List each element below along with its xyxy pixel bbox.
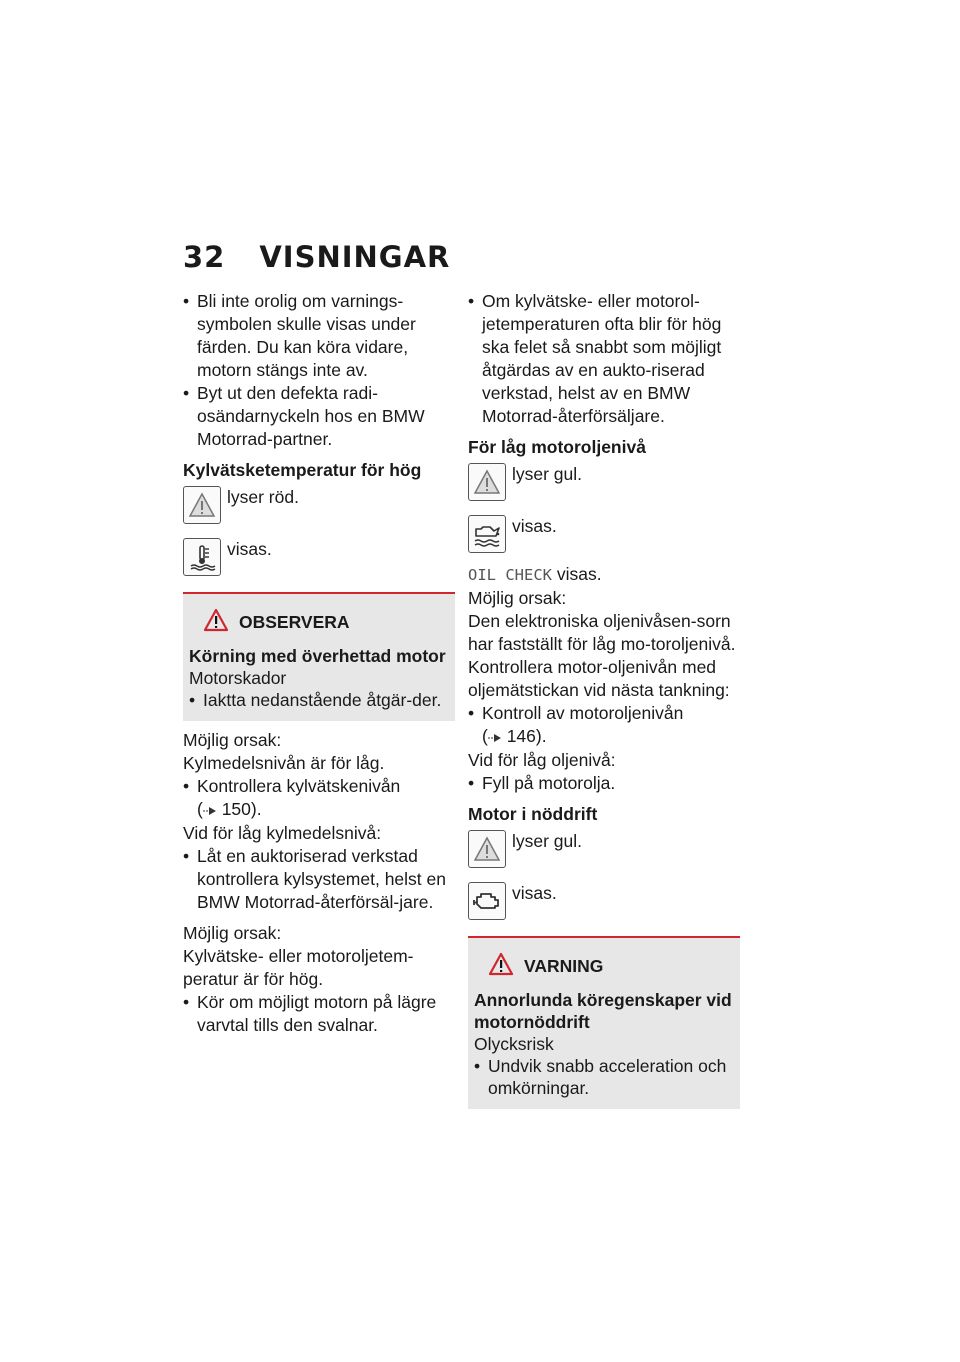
display-message: OIL CHECK visas. [468,564,602,584]
section-heading-oil: För låg motoroljenivå [468,437,646,457]
notice-label: OBSERVERA [239,612,350,632]
icon-caption: lyser gul. [512,464,583,484]
warning-triangle-icon [488,952,514,981]
warning-triangle-icon [468,463,506,501]
warning-triangle-icon [203,608,229,637]
warning-triangle-icon [468,830,506,868]
list-item: • Fyll på motorolja. [468,772,740,795]
page-number: 32 [183,240,226,274]
notice-heading: Körning med överhettad motor [189,646,446,666]
list-item: • Kontroll av motoroljenivån [468,702,740,725]
condition-label: Vid för låg oljenivå: [468,749,616,770]
icon-caption: visas. [512,882,557,903]
cause-text: Kylmedelsnivån är för låg. [183,753,385,773]
notice-box-observera [183,592,455,721]
list-item: • Byt ut den defekta radi-osändarnyckeln hos en BMW Motorrad-partner. [183,382,455,451]
cause-label: Möjlig orsak: [183,730,282,750]
notice-action: • Undvik snabb acceleration och omkörningar. [474,1055,734,1099]
list-item: • Kör om möjligt motorn på lägre varvtal tills den svalnar. [183,991,455,1037]
notice-heading: Annorlunda köregenskaper vid motornöddrift [474,989,732,1032]
oil-level-row [468,515,740,553]
section-heading-coolant: Kylvätsketemperatur för hög [183,460,422,480]
reference-arrow-icon [203,799,217,822]
section-heading-emergency: Motor i nöddrift [468,803,598,824]
notice-label: VARNING [524,955,604,976]
cause-label: Möjlig orsak: [468,588,567,608]
reference-arrow-icon [488,726,502,749]
icon-caption: visas. [512,516,557,536]
page-reference: ( 146). [468,725,740,749]
list-item: • Om kylvätske- eller motorol-jetemperaturen ofta blir för hög ska felet så snabbt som möjligt åtgärdas av en aukto-riserad verkstad, helst av en BMW Motorrad-återförsäljare. [468,290,740,428]
oil-warning-row [468,463,740,501]
warning-triangle-icon [183,486,221,524]
condition-label: Vid för låg kylmedelsnivå: [183,822,382,843]
oil-level-icon [468,515,506,553]
notice-consequence: Olycksrisk [474,1033,554,1054]
page-header [183,240,450,274]
notice-consequence: Motorskador [189,668,287,688]
emergency-warning-row [468,830,740,868]
list-item: • Låt en auktoriserad verkstad kontrollera kylsystemet, helst en BMW Motorrad-återförsäl-jare. [183,845,455,914]
cause-text: Den elektroniska oljenivåsen-sorn har fastställt för låg mo-toroljenivå. Kontrollera motor-oljenivån med oljemätstickan vid nästa tankning: [468,611,736,700]
icon-caption: lyser gul. [512,830,583,851]
coolant-temp-row [183,538,455,576]
icon-caption: lyser röd. [227,487,299,507]
right-column [468,290,740,1109]
coolant-warning-row [183,486,455,524]
notice-box-varning [468,936,740,1109]
cause-label: Möjlig orsak: [183,922,282,943]
list-item: • Bli inte orolig om varnings-symbolen skulle visas under färden. Du kan köra vidare, motorn stängs inte av. [183,290,455,382]
cause-text: Kylvätske- eller motoroljetem-peratur är för hög. [183,945,414,989]
engine-check-icon [468,882,506,920]
display-text: OIL CHECK [468,566,552,584]
left-column [183,290,455,1037]
coolant-temperature-icon [183,538,221,576]
engine-check-row [468,882,740,920]
list-item: • Kontrollera kylvätskenivån [183,775,455,798]
icon-caption: visas. [227,539,272,559]
page-title: VISNINGAR [259,240,451,274]
page-reference: ( 150). [183,798,455,822]
notice-action: • Iaktta nedanstående åtgär-der. [189,689,449,711]
